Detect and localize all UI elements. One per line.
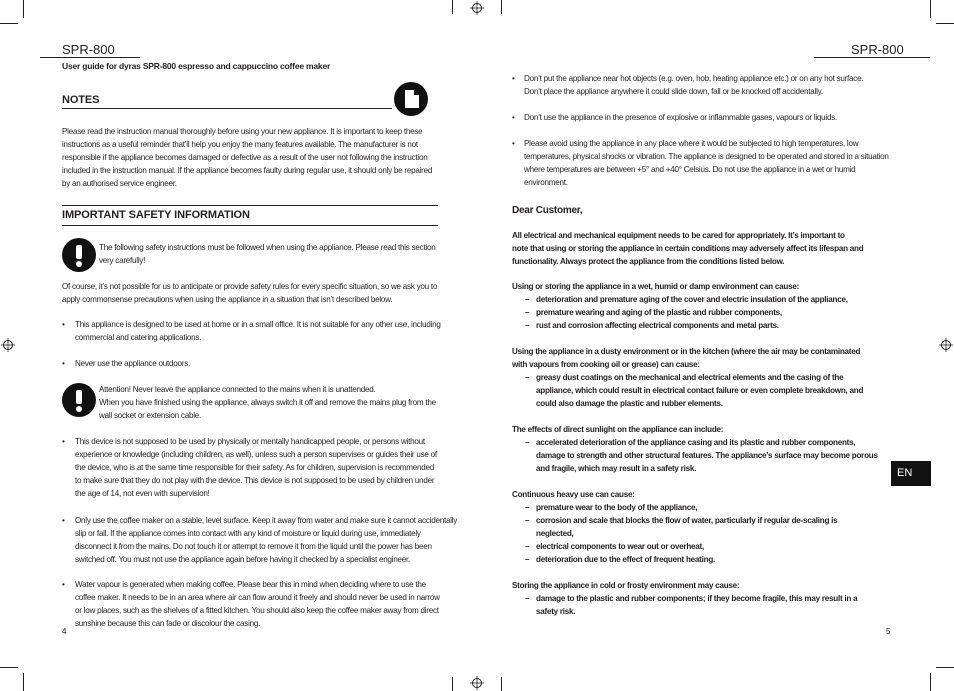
bullet: •: [512, 74, 515, 83]
bullet: •: [62, 437, 65, 446]
heavy-use-item: corrosion and scale that blocks the flow of water, particularly if regular de-scaling is neglected,: [536, 516, 838, 538]
cold-heading: Storing the appliance in cold or frosty environment may cause:: [512, 581, 740, 590]
wet-heading: Using or storing the appliance in a wet, humid or damp environment can cause:: [512, 282, 800, 291]
wet-item: premature wearing and aging of the plastic and rubber components,: [536, 308, 782, 317]
bullet: •: [512, 113, 515, 122]
dash: –: [525, 321, 530, 330]
wet-item: rust and corrosion affecting electrical components and metal parts.: [536, 321, 779, 330]
heavy-use-heading: Continuous heavy use can cause:: [512, 490, 635, 499]
dash: –: [525, 542, 530, 551]
heavy-use-item: deterioration due to the effect of frequent heating.: [536, 555, 716, 564]
cold-item: damage to the plastic and rubber components; if they become fragile, this may result in a safety risk.: [536, 594, 858, 616]
bullet: •: [62, 359, 65, 368]
dash: –: [525, 373, 530, 382]
page-number: 5: [886, 627, 891, 636]
safety-bottom-rule: [62, 225, 438, 226]
sun-heading: The effects of direct sunlight on the appliance can include:: [512, 425, 724, 434]
bullet: •: [62, 320, 65, 329]
safety-intro: The following safety instructions must be followed when using the appliance. Please read this section very carefully!: [99, 243, 436, 265]
bullet: •: [62, 580, 65, 589]
safety-bullet-outdoors: Never use the appliance outdoors.: [75, 359, 191, 368]
right-bullet-hot-objects: Don’t put the appliance near hot objects (e.g. oven, hob, heating appliance etc.) or on any hot surface. Don’t place the appliance anywhere it could slide down, fall or be knocked off accidentally.: [524, 74, 864, 96]
right-bullet-explosive: Don’t use the appliance in the presence of explosive or inflammable gases, vapours or liquids.: [524, 113, 838, 122]
heavy-use-item: premature wear to the body of the appliance,: [536, 503, 698, 512]
document-icon: [394, 82, 428, 116]
dash: –: [525, 295, 530, 304]
dear-customer: Dear Customer,: [512, 205, 583, 216]
safety-bullet-handicapped: This device is not supposed to be used by physically or mentally handicapped people, or persons without experience or knowledge (including children, as well), unless such a person supervises or guides their use of the device, who is at the same time responsible for their safety. As for children, supervision is recommended to make sure that they do not play with the device. This device is not supposed to be used by children under the age of 14, not even with supervision!: [75, 437, 437, 498]
model-header: SPR-800: [851, 42, 904, 57]
care-intro: All electrical and mechanical equipment needs to be cared for appropriately. It’s important to note that using or storing the appliance in certain conditions may adversely affect its lifespan and functionality. Always protect the appliance from the conditions listed below.: [512, 231, 864, 266]
sun-item: accelerated deterioration of the appliance casing and its plastic and rubber components, damage to strength and other structural features. The appliance’s surface may become porous and fragile, which may result in a safety risk.: [536, 438, 878, 473]
dash: –: [525, 308, 530, 317]
dash: –: [525, 503, 530, 512]
commonsense-text: Of course, it’s not possible for us to anticipate or provide safety rules for every specific situation, so we ask you to apply commonsense precautions when using the appliance in a situation that isn’t described below.: [62, 282, 438, 304]
exclamation-icon: [62, 238, 96, 272]
wet-item: deterioration and premature aging of the cover and electric insulation of the appliance,: [536, 295, 848, 304]
heavy-use-item: electrical components to wear out or overheat,: [536, 542, 704, 551]
header-rule: [814, 57, 930, 58]
bullet: •: [62, 516, 65, 525]
right-bullet-temperatures: Please avoid using the appliance in any place where it would be subjected to high temperatures, low temperatures, physical shocks or vibration. The appliance is designed to be operated and stored in a situation where temperatures are between +5° and +40° Celsius. Do not use the appliance in a wet or humid environment.: [524, 139, 889, 187]
safety-top-rule: [62, 205, 438, 206]
page-number: 4: [62, 627, 67, 636]
dust-item: greasy dust coatings on the mechanical and electrical elements and the casing of the appliance, which could result in electrical contact failure or even complete breakdown, and could also damage the plastic and rubber elements.: [536, 373, 864, 408]
exclamation-icon: [62, 383, 96, 417]
notes-rule: [62, 108, 392, 109]
notes-heading: NOTES: [62, 94, 100, 106]
model-header: SPR-800: [62, 42, 115, 57]
guide-title: User guide for dyras SPR-800 espresso and cappuccino coffee maker: [62, 61, 331, 71]
language-tab-en: EN: [891, 461, 931, 486]
header-rule: [40, 57, 140, 58]
safety-bullet-vapour: Water vapour is generated when making coffee. Please bear this in mind when deciding where to use the coffee maker. It needs to be in an area where air can flow around it freely and should never be used in narrow or low places, such as the shelves of a fitted kitchen. You should also keep the coffee maker away from direct sunshine because this can fade or discolour the casing.: [75, 580, 440, 628]
notes-text: Please read the instruction manual thoroughly before using your new appliance. It is important to keep these instructions as a useful reminder that’ll help you enjoy the many features available. The manufacturer is not responsible if the appliance becomes damaged or defective as a result of the user not following the instruction included in the instruction manual. If the appliance becomes faulty during regular use, it should only be repaired by an authorised service engineer.: [62, 127, 433, 188]
dash: –: [525, 594, 530, 603]
safety-bullet-stable-surface: Only use the coffee maker on a stable, level surface. Keep it away from water and make sure it cannot accidentally slip or fall. If the appliance comes into contact with any kind of moisture or liquid during use, immediately disconnect it from the mains. Do not touch it or attempt to remove it from the liquid until the power has been switched off. You must not use the appliance again before having it checked by a specialist engineer.: [75, 516, 458, 564]
safety-heading: IMPORTANT SAFETY INFORMATION: [62, 209, 250, 221]
right-page: [477, 0, 954, 691]
dust-heading: Using the appliance in a dusty environment or in the kitchen (where the air may be contaminated with vapours from cooking oil or grease) can cause:: [512, 347, 861, 369]
dash: –: [525, 438, 530, 447]
attention-text: Attention! Never leave the appliance connected to the mains when it is unattended. When you have finished using the appliance, always switch it off and remove the mains plug from the wall socket or extension cable.: [99, 385, 436, 420]
dash: –: [525, 555, 530, 564]
dash: –: [525, 516, 530, 525]
safety-bullet-home-use: This appliance is designed to be used at home or in a small office. It is not suitable for any other use, including commercial and catering applications.: [75, 320, 441, 342]
bullet: •: [512, 139, 515, 148]
